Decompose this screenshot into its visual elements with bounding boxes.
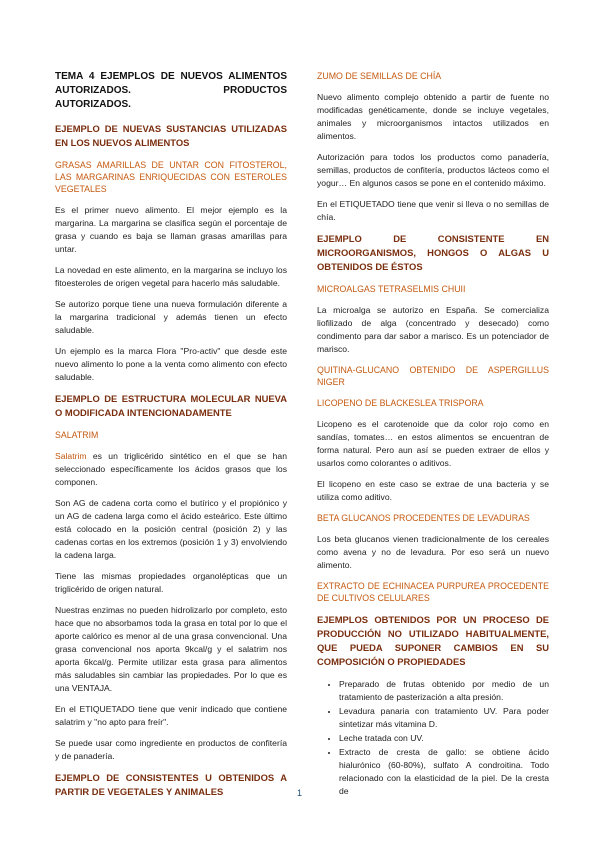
subheading-chitin-glucan: QUITINA-GLUCANO OBTENIDO DE ASPERGILLUS NIGER [317, 365, 549, 387]
paragraph: Nuestras enzimas no pueden hidrolizarlo por completo, esto hace que no absorbamos toda la grasa en total por lo que el aporte calórico es menor al de una grasa convencional. Una grasa convencional nos aporta 9kcal/g y el salatrim nos aporta 6kcal/g. Permite utilizar esta grasa para alimentos más saludables sin cambiar las propiedades. Por lo que es una VENTAJA. [55, 605, 287, 693]
paragraph: Autorización para todos los productos como panadería, semillas, productos de confitería, productos lácteos como el yogur… En algunos casos se pone en el contenido máximo. [317, 152, 549, 188]
paragraph: Se autorizo porque tiene una nueva formulación diferente a la margarina tradicional y además tienen un efecto saludable. [55, 299, 287, 335]
subheading-beta-glucans: BETA GLUCANOS PROCEDENTES DE LEVADURAS [317, 513, 530, 523]
paragraph: Nuevo alimento complejo obtenido a partir de fuente no modificadas genéticamente, donde se incluye vegetales, animales y microorganismos intactos utilizados en alimentos. [317, 92, 549, 141]
section-heading-molecular-structure: EJEMPLO DE ESTRUCTURA MOLECULAR NUEVA O MODIFICADA INTENCIONADAMENTE [55, 393, 287, 418]
subheading-chia: ZUMO DE SEMILLAS DE CHÍA [317, 71, 442, 81]
salatrim-text: es un triglicérido sintético en el que se han seleccionado específicamente los ácidos grasos que los componen. [55, 451, 287, 487]
subheading-echinacea: EXTRACTO DE ECHINACEA PURPUREA PROCEDENTE DE CULTIVOS CELULARES [317, 581, 549, 603]
paragraph: Los beta glucanos vienen tradicionalmente de los cereales como avena y no de levadura. Por eso será un nuevo alimento. [317, 534, 549, 570]
right-column [317, 70, 549, 799]
document-title-line1: TEMA 4 EJEMPLOS DE NUEVOS ALIMENTOS AUTORIZADOS. PRODUCTOS [55, 71, 287, 96]
salatrim-term: Salatrim [55, 451, 87, 461]
paragraph: Es el primer nuevo alimento. El mejor ejemplo es la margarina. La margarina se clasifica según el porcentaje de grasa y cuando es baja se llaman grasas amarillas para untar. [55, 205, 287, 254]
list-item: • Leche tratada con UV. [339, 732, 549, 745]
section-heading-microorganisms: EJEMPLO DE CONSISTENTE EN MICROORGANISMOS, HONGOS O ALGAS U OBTENIDOS DE ÉSTOS [317, 233, 549, 272]
bullet-list [317, 678, 549, 798]
section-heading-production-process: EJEMPLOS OBTENIDOS POR UN PROCESO DE PRODUCCIÓN NO UTILIZADO HABITUALMENTE, QUE PUEDA SUPONER CAMBIOS EN SU COMPOSICIÓN O PROPIEDADES [317, 614, 549, 667]
paragraph-salatrim [55, 450, 287, 489]
paragraph: El licopeno en este caso se extrae de una bacteria y se utiliza como aditivo. [317, 479, 549, 502]
paragraph: Tiene las mismas propiedades organolépticas que un triglicérido de origen natural. [55, 571, 287, 594]
list-item: • Extracto de cresta de gallo: se obtiene ácido hialurónico (60-80%), sulfato A condroitina. Todo relacionado con la elasticidad de la piel. De la cresta de [339, 746, 549, 798]
paragraph: Se puede usar como ingrediente en productos de confitería y de panadería. [55, 738, 287, 761]
left-column [55, 70, 287, 808]
page-number: 1 [296, 788, 302, 798]
list-item: • Preparado de frutas obtenido por medio de un tratamiento de pasterización a alta presión. [339, 678, 549, 704]
paragraph: La microalga se autorizo en España. Se comercializa liofilizado de alga (concentrado y desecado) como condimento para dar sabor a marisco. Es un potenciador de marisco. [317, 305, 549, 354]
paragraph: Licopeno es el carotenoide que da color rojo como en sandías, tomates… en estos alimentos se encuentran de forma natural. Pero aun así se pueden extraer de ellos y usarlos como colorantes o aditivos. [317, 419, 549, 468]
paragraph: En el ETIQUETADO tiene que venir si lleva o no semillas de chía. [317, 199, 549, 222]
subheading-lycopene: LICOPENO DE BLACKESLEA TRISPORA [317, 398, 484, 408]
section-heading-vegetables-animals: EJEMPLO DE CONSISTENTES U OBTENIDOS A PARTIR DE VEGETALES Y ANIMALES [55, 772, 287, 797]
subheading-yellow-spreads: GRASAS AMARILLAS DE UNTAR CON FITOSTEROL, LAS MARGARINAS ENRIQUECIDAS CON ESTEROLES VEGETALES [55, 160, 287, 194]
list-item: • Levadura panaria con tratamiento UV. Para poder sintetizar más vitamina D. [339, 705, 549, 731]
paragraph: La novedad en este alimento, en la margarina se incluyo los fitoesteroles de origen vegetal para hacerlo más saludable. [55, 265, 287, 288]
document-title [55, 70, 287, 112]
subheading-salatrim: SALATRIM [55, 430, 99, 440]
subheading-microalgae: MICROALGAS TETRASELMIS CHUII [317, 284, 466, 294]
paragraph: En el ETIQUETADO tiene que venir indicado que contiene salatrim y "no apto para freír". [55, 704, 287, 727]
section-heading-new-substances: EJEMPLO DE NUEVAS SUSTANCIAS UTILIZADAS EN LOS NUEVOS ALIMENTOS [55, 123, 287, 148]
document-title-line2: AUTORIZADOS. [55, 99, 131, 110]
paragraph: Un ejemplo es la marca Flora "Pro-activ" que desde este nuevo alimento lo pone a la venta como alimento con efecto saludable. [55, 346, 287, 382]
paragraph: Son AG de cadena corta como el butírico y el propiónico y un AG de cadena larga como el ácido esteárico. Este último está colocado en la posición central (posición 2) y las cadenas cortas en los extremos (posición 1 y 3) envolviendo la cadena larga. [55, 498, 287, 560]
